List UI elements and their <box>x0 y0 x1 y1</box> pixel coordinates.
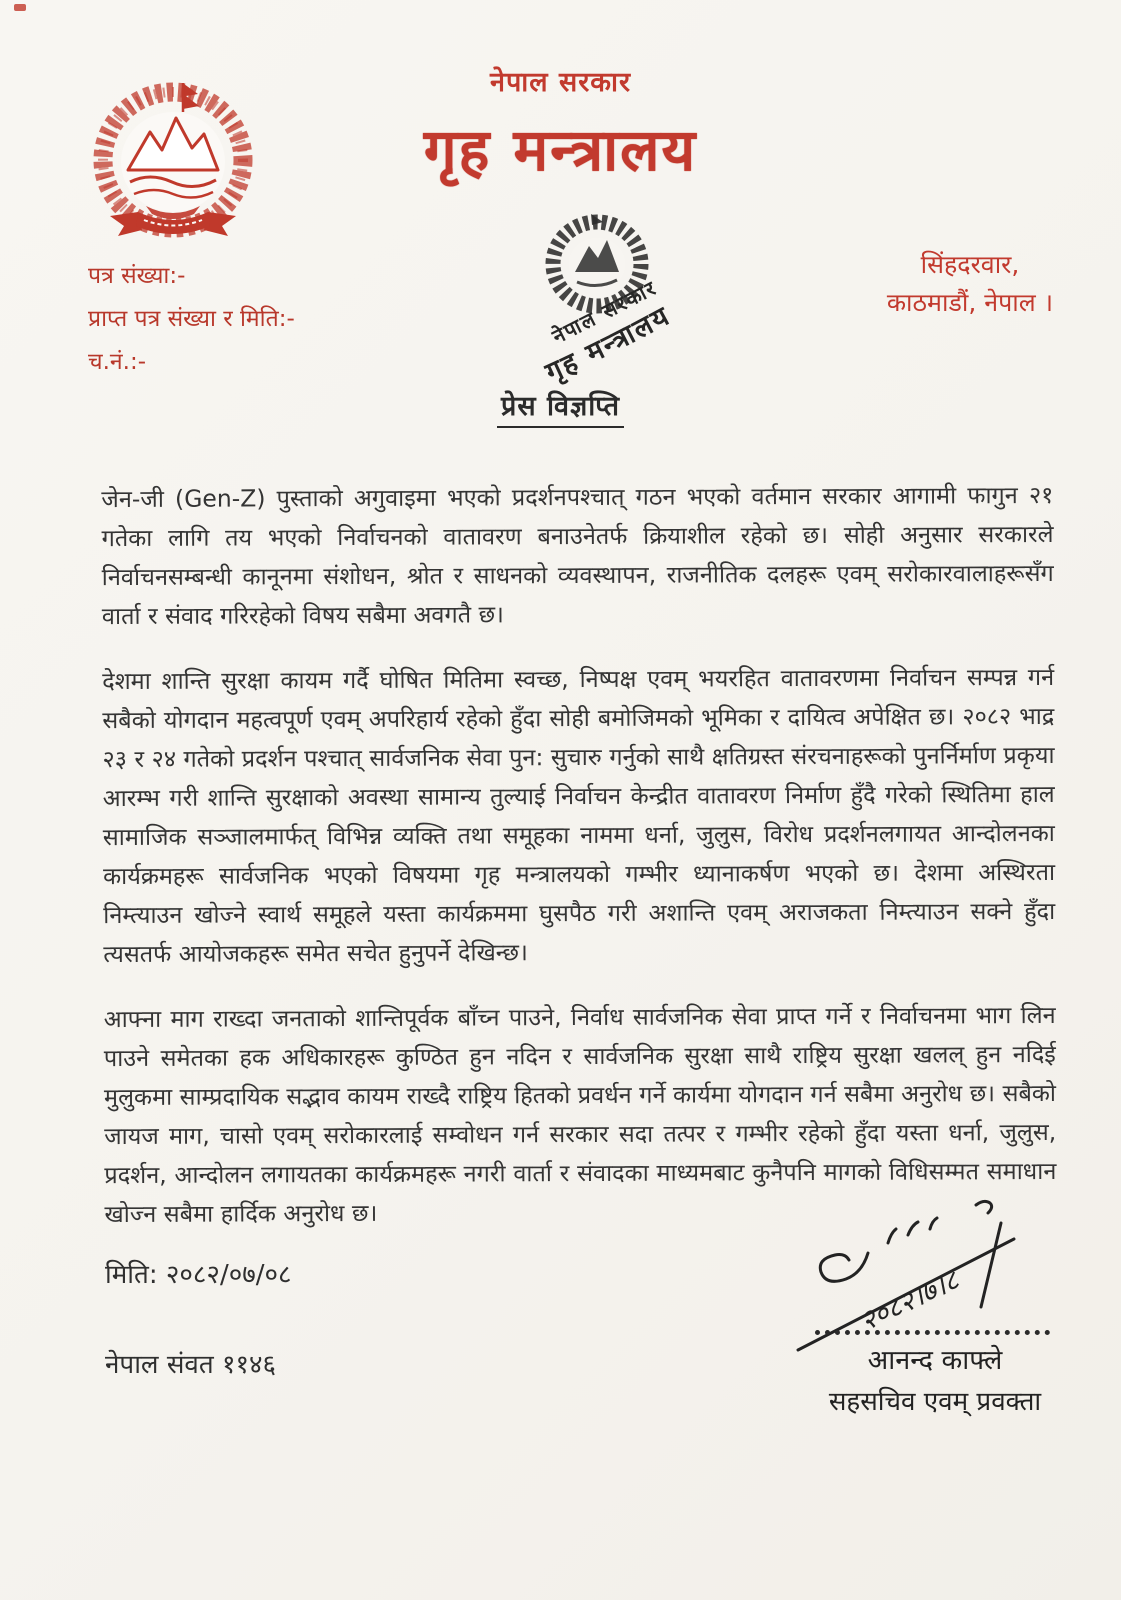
ministry-title: गृह मन्त्रालय <box>423 116 698 184</box>
letter-body <box>101 476 1056 1260</box>
letter-number-label: पत्र संख्या:- <box>88 263 186 289</box>
handwritten-date: २०८२।७।८ <box>855 1264 964 1338</box>
signatory-name: आनन्द काफ्ले <box>867 1345 1003 1376</box>
government-title: नेपाल सरकार <box>489 67 632 98</box>
address-line-1: सिंहदरवार, <box>920 250 1020 279</box>
paragraph-3: आफ्ना माग राख्दा जनताको शान्तिपूर्वक बाँच्न पाउने, निर्वाध सार्वजनिक सेवा प्राप्त गर्ने र निर्वाचनमा भाग लिन पाउने समेतका हक अधिकारहरू कुण्ठित हुन नदिन र सार्वजनिक सुरक्षा साथै राष्ट्रिय सुरक्षा खलल् हुन नदिई मुलुकमा साम्प्रदायिक सद्भाव कायम राख्दै राष्ट्रिय हितको प्रवर्धन गर्ने कार्यमा योगदान गर्न सबैमा अनुरोध छ। सबैको जायज माग, चासो एवम् सरोकारलाई सम्वोधन गर्न सरकार सदा तत्पर र गम्भीर रहेको हुँदा यस्ता धर्ना, जुलुस, प्रदर्शन, आन्दोलन लगायतका कार्यक्रमहरू नगरी वार्ता र संवादका माध्यमबाट कुनैपनि मागको विधिसम्मत समाधान खोज्न सबैमा हार्दिक अनुरोध छ। <box>103 1000 1057 1229</box>
document-title <box>0 386 1121 428</box>
paragraph-2: देशमा शान्ति सुरक्षा कायम गर्दै घोषित मितिमा स्वच्छ, निष्पक्ष एवम् भयरहित वातावरणमा निर्वाचन सम्पन्न गर्न सबैको योगदान महत्वपूर्ण एवम् अपरिहार्य रहेको हुँदा सोही बमोजिमको भूमिका र दायित्व अपेक्षित छ। २०८२ भाद्र २३ र २४ गतेको प्रदर्शन पश्चात् सार्वजनिक सेवा पुन: सुचारु गर्नुको साथै क्षतिग्रस्त संरचनाहरूको पुनर्निर्माण प्रकृया आरम्भ गरी शान्ति सुरक्षाको अवस्था सामान्य तुल्याई निर्वाचन केन्द्रीत वातावरण निर्माण हुँदै गरेको स्थितिमा हाल सामाजिक सञ्जालमार्फत् विभिन्न व्यक्ति तथा समूहका नाममा धर्ना, जुलुस, विरोध प्रदर्शनलगायत आन्दोलनका कार्यक्रमहरू सार्वजनिक भएको विषयमा गृह मन्त्रालयको गम्भीर ध्यानाकर्षण भएको छ। देशमा अस्थिरता निम्त्याउन खोज्ने स्वार्थ समूहले यस्ता कार्यक्रममा घुसपैठ गरी अशान्ति एवम् अराजकता निम्त्याउन सक्ने हुँदा त्यसतर्फ आयोजकहरू समेत सचेत हुनुपर्ने देखिन्छ। <box>102 662 1056 969</box>
ministry-stamp-icon <box>505 192 745 402</box>
stamp-line-1: नेपाल सरकार <box>548 275 661 349</box>
ch-number-label: च.नं.:- <box>88 349 147 375</box>
issue-date: मिति: २०८२/०७/०८ <box>105 1260 292 1290</box>
press-release-heading: प्रेस विज्ञप्ति <box>497 386 624 428</box>
nepal-samvat-line: नेपाल संवत ११४६ <box>105 1350 277 1380</box>
office-address <box>855 246 1085 322</box>
signatory-designation: सहसचिव एवम् प्रवक्ता <box>828 1387 1042 1417</box>
paragraph-1: जेन-जी (Gen-Z) पुस्ताको अगुवाइमा भएको प्रदर्शनपश्चात् गठन भएको वर्तमान सरकार आगामी फागुन २१ गतेका लागि तय भएको निर्वाचनको वातावरण बनाउनेतर्फ क्रियाशील रहेको छ। सोही अनुसार सरकारले निर्वाचनसम्बन्धी कानूनमा संशोधन, श्रोत र साधनको व्यवस्थापन, राजनीतिक दलहरू एवम् सरोकारवालाहरूसँग वार्ता र संवाद गरिरहेको विषय सबैमा अवगतै छ। <box>101 480 1054 631</box>
reference-fields <box>88 255 295 384</box>
address-line-2: काठमाडौं, नेपाल । <box>886 288 1054 317</box>
signature-line <box>815 1296 1050 1335</box>
received-letter-label: प्राप्त पत्र संख्या र मिति:- <box>88 306 295 332</box>
stamp-line-2: गृह मन्त्रालय <box>540 300 676 389</box>
scan-artifact-speck <box>14 4 26 11</box>
